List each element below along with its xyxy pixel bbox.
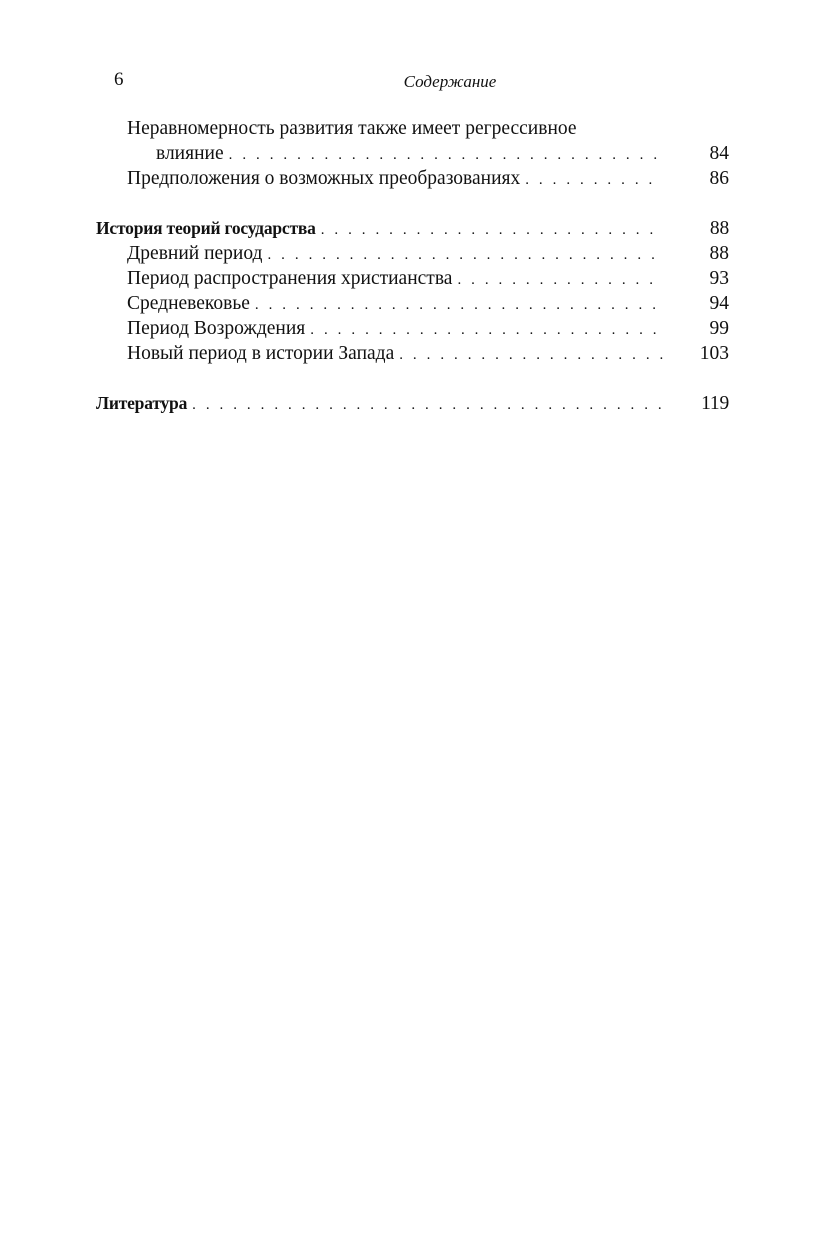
toc-page-number: 88 — [709, 218, 729, 239]
dot-leader — [229, 143, 663, 168]
running-header: Содержание — [403, 72, 497, 91]
dot-leader — [255, 293, 663, 318]
toc-section-title: История теорий государства — [96, 218, 316, 238]
toc-entry — [96, 241, 729, 266]
toc-section-title: Литература — [96, 393, 188, 413]
toc-entry-line — [96, 116, 729, 141]
dot-leader — [267, 243, 663, 268]
page-number: 6 — [114, 69, 124, 90]
toc-page-number: 119 — [701, 393, 729, 414]
toc-page-number: 93 — [709, 268, 729, 289]
dot-leader — [525, 168, 663, 193]
toc-entry — [96, 316, 729, 341]
dot-leader — [457, 268, 663, 293]
toc-entry-title: влияние — [156, 143, 224, 164]
toc-section — [96, 216, 729, 241]
toc-page-number: 88 — [709, 243, 729, 264]
toc-page-number: 99 — [709, 318, 729, 339]
section-gap — [96, 366, 729, 391]
dot-leader — [399, 343, 663, 368]
toc-entry-title: Период Возрождения — [127, 318, 306, 339]
toc-section — [96, 391, 729, 416]
toc-page-number: 84 — [709, 143, 729, 164]
toc-entry-title: Предположения о возможных преобразованиях — [127, 168, 521, 189]
toc-entry-title: Средневековье — [127, 293, 250, 314]
toc-page-number: 103 — [699, 343, 729, 364]
toc-page-number: 86 — [709, 168, 729, 189]
toc-entry — [96, 166, 729, 191]
toc-entry-title: Период распространения христианства — [127, 268, 453, 289]
table-of-contents — [96, 116, 729, 416]
toc-entry — [96, 341, 729, 366]
toc-entry — [96, 266, 729, 291]
toc-entry-title: Древний период — [127, 243, 263, 264]
dot-leader — [192, 393, 663, 418]
dot-leader — [321, 218, 663, 243]
toc-page-number: 94 — [709, 293, 729, 314]
section-gap — [96, 191, 729, 216]
toc-entry-title: Неравномерность развития также имеет регрессивное — [127, 118, 577, 139]
dot-leader — [310, 318, 663, 343]
toc-entry-title: Новый период в истории Запада — [127, 343, 395, 364]
toc-entry — [96, 291, 729, 316]
toc-entry — [96, 141, 729, 166]
